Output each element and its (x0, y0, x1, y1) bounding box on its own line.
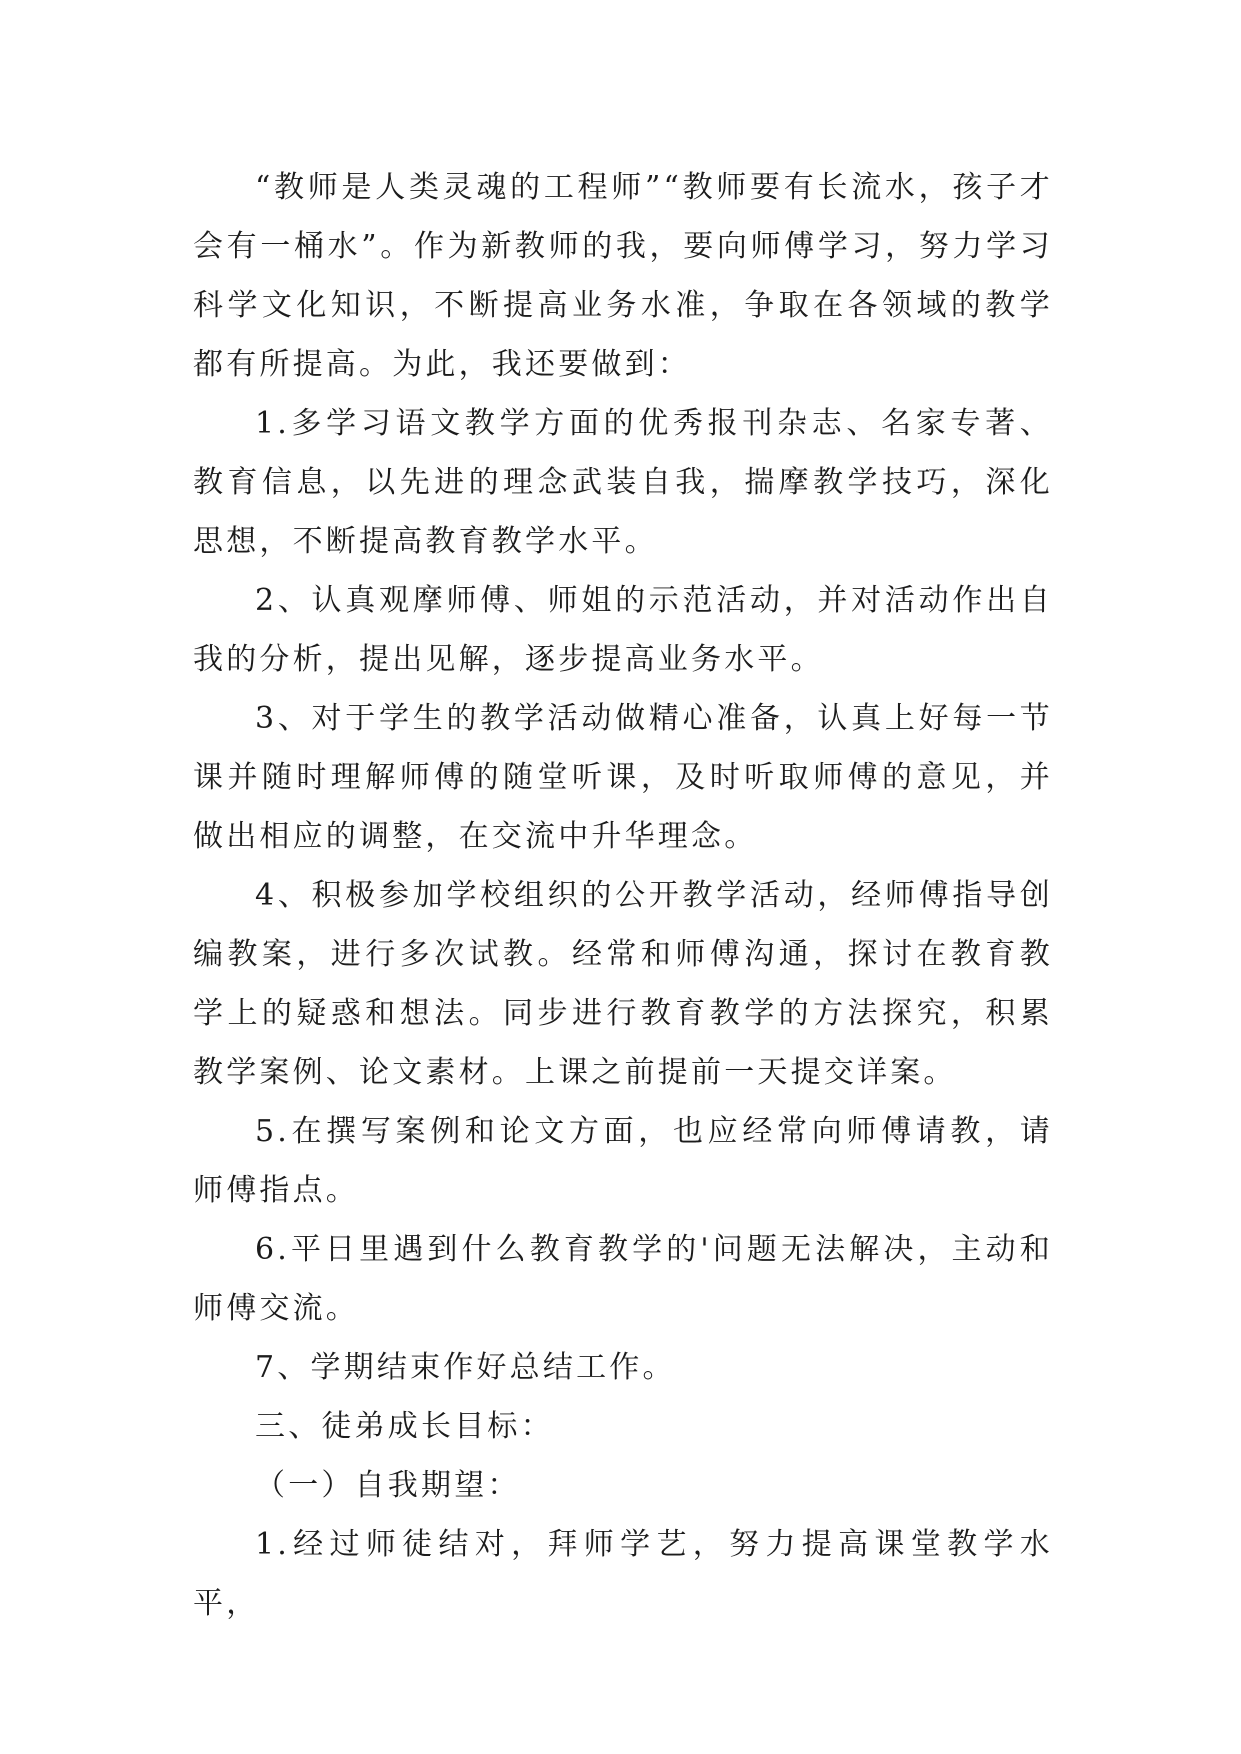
paragraph-item-4: 4、积极参加学校组织的公开教学活动，经师傅指导创编教案，进行多次试教。经常和师傅沟通，探讨在教育教学上的疑惑和想法。同步进行教育教学的方法探究，积累教学案例、论文素材。上课之前提前一天提交详案。 (193, 878, 1053, 1090)
paragraph-item-3: 3、对于学生的教学活动做精心准备，认真上好每一节课并随时理解师傅的随堂听课，及时听取师傅的意见，并做出相应的调整，在交流中升华理念。 (193, 701, 1053, 854)
paragraph-expectation-1: 1.经过师徒结对，拜师学艺，努力提高课堂教学水平， (193, 1527, 1053, 1621)
paragraph-intro: “教师是人类灵魂的工程师”“教师要有长流水，孩子才会有一桶水”。作为新教师的我，要向师傅学习，努力学习科学文化知识，不断提高业务水准，争取在各领域的教学都有所提高。为此，我还要做到： (193, 170, 1053, 382)
document-body (193, 158, 1053, 1633)
subsection-heading-expectation: （一）自我期望： (255, 1468, 521, 1503)
paragraph-item-2: 2、认真观摩师傅、师姐的示范活动，并对活动作出自我的分析，提出见解，逐步提高业务水平。 (193, 583, 1053, 677)
paragraph-item-7: 7、学期结束作好总结工作。 (255, 1350, 676, 1385)
section-heading-goals: 三、徒弟成长目标： (255, 1409, 554, 1444)
paragraph-item-5: 5.在撰写案例和论文方面，也应经常向师傅请教，请师傅指点。 (193, 1114, 1053, 1208)
paragraph-item-1: 1.多学习语文教学方面的优秀报刊杂志、名家专著、教育信息，以先进的理念武装自我，揣摩教学技巧，深化思想，不断提高教育教学水平。 (193, 406, 1053, 559)
paragraph-item-6: 6.平日里遇到什么教育教学的'问题无法解决，主动和师傅交流。 (193, 1232, 1053, 1326)
